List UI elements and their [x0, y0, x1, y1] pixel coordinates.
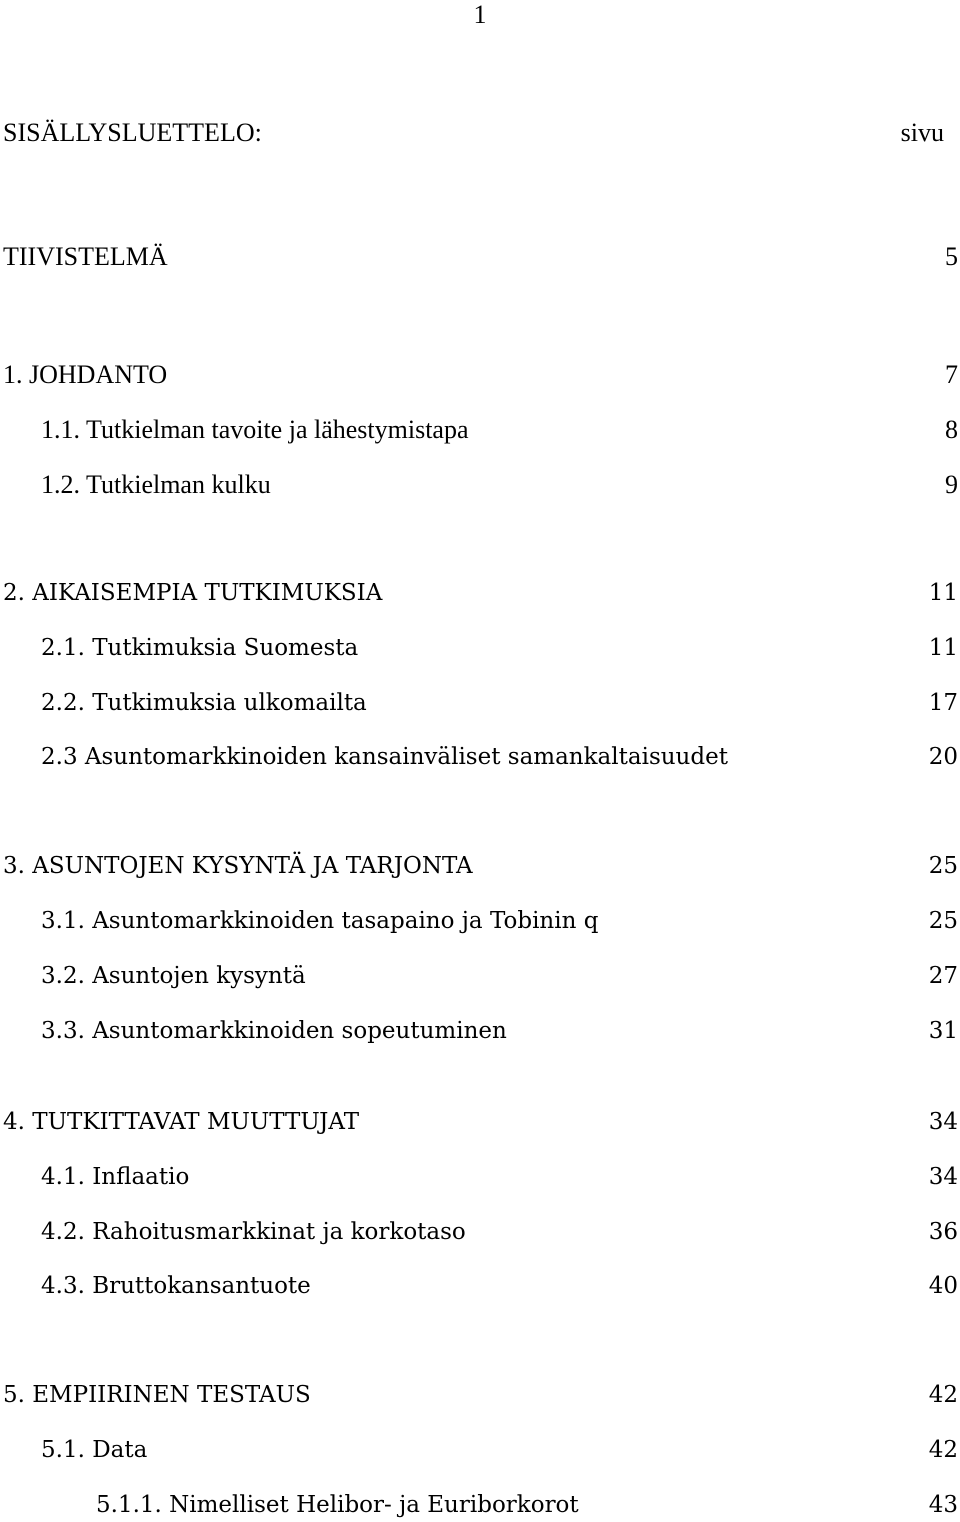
toc-entry-section-3-1[interactable]	[0, 906, 960, 936]
toc-entry-label: 3.1. Asuntomarkkinoiden tasapaino ja Tobinin q	[41, 908, 599, 934]
toc-entry-label: 4.3. Bruttokansantuote	[41, 1273, 311, 1299]
toc-entry-section-2-1[interactable]	[0, 633, 960, 663]
toc-entry-section-2-2[interactable]	[0, 688, 960, 718]
toc-entry-label: 5. EMPIIRINEN TESTAUS	[3, 1382, 311, 1408]
toc-entry-page: 43	[928, 1492, 958, 1518]
toc-entry-chapter-4[interactable]	[0, 1107, 960, 1137]
toc-entry-label: 5.1. Data	[41, 1437, 148, 1463]
toc-entry-page: 20	[928, 744, 958, 770]
toc-entry-label: 2.2. Tutkimuksia ulkomailta	[41, 690, 367, 716]
toc-entry-section-4-3[interactable]	[0, 1271, 960, 1301]
page-number: 1	[473, 0, 487, 29]
toc-entry-section-2-3[interactable]	[0, 742, 960, 772]
toc-entry-page: 9	[945, 470, 958, 499]
toc-entry-page: 34	[928, 1109, 958, 1135]
toc-entry-label: 2.1. Tutkimuksia Suomesta	[41, 635, 359, 661]
toc-entry-page: 25	[928, 908, 958, 934]
toc-entry-page: 25	[928, 853, 958, 879]
toc-entry-label: 2.3 Asuntomarkkinoiden kansainväliset samankaltaisuudet	[41, 744, 728, 770]
toc-entry-page: 42	[928, 1382, 958, 1408]
toc-entry-page: 36	[928, 1219, 958, 1245]
toc-entry-label: 3.2. Asuntojen kysyntä	[41, 963, 306, 989]
toc-entry-page: 27	[928, 963, 958, 989]
toc-entry-label: 5.1.1. Nimelliset Helibor- ja Euriborkorot	[96, 1492, 579, 1518]
toc-entry-label: 2. AIKAISEMPIA TUTKIMUKSIA	[3, 580, 383, 606]
toc-entry-label: 1. JOHDANTO	[3, 360, 168, 389]
toc-entry-section-5-1[interactable]	[0, 1435, 960, 1465]
toc-entry-chapter-5[interactable]	[0, 1380, 960, 1410]
toc-entry-page: 8	[945, 415, 958, 444]
toc-entry-page: 7	[945, 360, 958, 389]
toc-entry-chapter-3[interactable]	[0, 851, 960, 881]
toc-entry-label: 4.2. Rahoitusmarkkinat ja korkotaso	[41, 1219, 466, 1245]
toc-entry-label: 3.3. Asuntomarkkinoiden sopeutuminen	[41, 1018, 507, 1044]
toc-page-column-label: sivu	[900, 118, 944, 147]
toc-entry-subsection-5-1-1[interactable]	[0, 1490, 960, 1520]
toc-entry-page: 40	[928, 1273, 958, 1299]
toc-entry-label: 3. ASUNTOJEN KYSYNTÄ JA TARJONTA	[3, 853, 473, 879]
toc-entry-label: TIIVISTELMÄ	[3, 242, 168, 271]
toc-entry-chapter-2[interactable]	[0, 578, 960, 608]
toc-entry-abstract[interactable]	[0, 242, 960, 272]
toc-entry-chapter-1[interactable]	[0, 360, 960, 390]
toc-entry-section-3-3[interactable]	[0, 1016, 960, 1046]
toc-entry-label: 4.1. Inflaatio	[41, 1164, 190, 1190]
toc-entry-section-3-2[interactable]	[0, 961, 960, 991]
toc-entry-page: 34	[928, 1164, 958, 1190]
toc-entry-page: 11	[928, 580, 958, 606]
toc-entry-page: 42	[928, 1437, 958, 1463]
toc-entry-label: 1.1. Tutkielman tavoite ja lähestymistapa	[41, 415, 469, 444]
toc-entry-section-1-1[interactable]	[0, 415, 960, 445]
toc-entry-section-1-2[interactable]	[0, 470, 960, 500]
toc-entry-page: 11	[928, 635, 958, 661]
toc-entry-label: 1.2. Tutkielman kulku	[41, 470, 271, 499]
toc-entry-section-4-1[interactable]	[0, 1162, 960, 1192]
toc-entry-label: 4. TUTKITTAVAT MUUTTUJAT	[3, 1109, 360, 1135]
toc-entry-section-4-2[interactable]	[0, 1217, 960, 1247]
toc-entry-page: 31	[928, 1018, 958, 1044]
toc-entry-page: 5	[945, 242, 958, 271]
toc-title: SISÄLLYSLUETTELO:	[3, 118, 262, 147]
toc-entry-page: 17	[928, 690, 958, 716]
